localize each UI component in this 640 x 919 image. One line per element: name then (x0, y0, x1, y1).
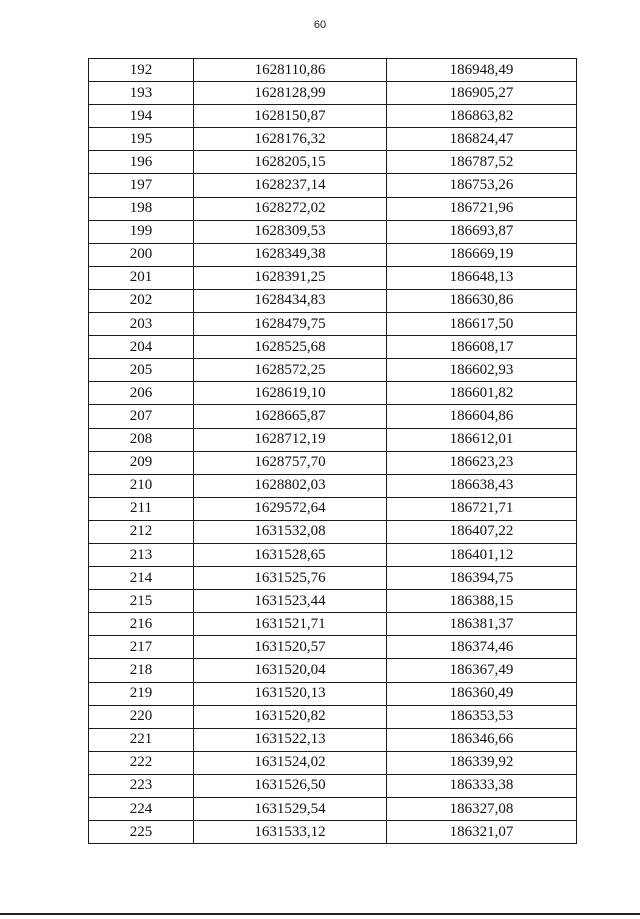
y-coordinate-cell: 186824,47 (387, 128, 577, 151)
table-row (89, 336, 577, 359)
point-number-cell: 221 (89, 728, 194, 751)
point-number-cell: 207 (89, 405, 194, 428)
y-coordinate-cell: 186648,13 (387, 266, 577, 289)
y-coordinate-cell: 186394,75 (387, 567, 577, 590)
point-number-cell: 222 (89, 751, 194, 774)
point-number-cell: 195 (89, 128, 194, 151)
table-row (89, 659, 577, 682)
table-row (89, 151, 577, 174)
table-row (89, 266, 577, 289)
y-coordinate-cell: 186407,22 (387, 520, 577, 543)
table-row (89, 590, 577, 613)
page-number: 60 (313, 19, 327, 31)
point-number-cell: 214 (89, 567, 194, 590)
table-row (89, 705, 577, 728)
point-number-cell: 198 (89, 197, 194, 220)
x-coordinate-cell: 1628619,10 (194, 382, 387, 405)
y-coordinate-cell: 186367,49 (387, 659, 577, 682)
x-coordinate-cell: 1628665,87 (194, 405, 387, 428)
point-number-cell: 193 (89, 82, 194, 105)
table-row (89, 798, 577, 821)
x-coordinate-cell: 1631520,57 (194, 636, 387, 659)
y-coordinate-cell: 186604,86 (387, 405, 577, 428)
x-coordinate-cell: 1628176,32 (194, 128, 387, 151)
y-coordinate-cell: 186381,37 (387, 613, 577, 636)
y-coordinate-cell: 186948,49 (387, 59, 577, 82)
table-row (89, 313, 577, 336)
bottom-edge-line (0, 913, 640, 915)
point-number-cell: 199 (89, 220, 194, 243)
x-coordinate-cell: 1628272,02 (194, 197, 387, 220)
point-number-cell: 218 (89, 659, 194, 682)
point-number-cell: 202 (89, 289, 194, 312)
y-coordinate-cell: 186753,26 (387, 174, 577, 197)
point-number-cell: 200 (89, 243, 194, 266)
x-coordinate-cell: 1628434,83 (194, 289, 387, 312)
table-row (89, 636, 577, 659)
point-number-cell: 201 (89, 266, 194, 289)
point-number-cell: 213 (89, 543, 194, 566)
x-coordinate-cell: 1631520,13 (194, 682, 387, 705)
table-row (89, 220, 577, 243)
point-number-cell: 205 (89, 359, 194, 382)
table-row (89, 543, 577, 566)
table-row (89, 82, 577, 105)
x-coordinate-cell: 1631529,54 (194, 798, 387, 821)
x-coordinate-cell: 1631525,76 (194, 567, 387, 590)
table-row (89, 497, 577, 520)
x-coordinate-cell: 1628349,38 (194, 243, 387, 266)
point-number-cell: 223 (89, 774, 194, 797)
point-number-cell: 224 (89, 798, 194, 821)
y-coordinate-cell: 186863,82 (387, 105, 577, 128)
table-row (89, 821, 577, 844)
point-number-cell: 220 (89, 705, 194, 728)
x-coordinate-cell: 1631528,65 (194, 543, 387, 566)
x-coordinate-cell: 1631532,08 (194, 520, 387, 543)
point-number-cell: 203 (89, 313, 194, 336)
point-number-cell: 208 (89, 428, 194, 451)
x-coordinate-cell: 1628128,99 (194, 82, 387, 105)
table-row (89, 405, 577, 428)
coordinates-table-body (89, 59, 577, 844)
y-coordinate-cell: 186346,66 (387, 728, 577, 751)
x-coordinate-cell: 1628802,03 (194, 474, 387, 497)
y-coordinate-cell: 186669,19 (387, 243, 577, 266)
table-row (89, 197, 577, 220)
y-coordinate-cell: 186401,12 (387, 543, 577, 566)
x-coordinate-cell: 1628525,68 (194, 336, 387, 359)
x-coordinate-cell: 1631533,12 (194, 821, 387, 844)
y-coordinate-cell: 186905,27 (387, 82, 577, 105)
table-row (89, 105, 577, 128)
point-number-cell: 217 (89, 636, 194, 659)
point-number-cell: 197 (89, 174, 194, 197)
point-number-cell: 196 (89, 151, 194, 174)
x-coordinate-cell: 1631524,02 (194, 751, 387, 774)
x-coordinate-cell: 1631520,04 (194, 659, 387, 682)
y-coordinate-cell: 186638,43 (387, 474, 577, 497)
x-coordinate-cell: 1628309,53 (194, 220, 387, 243)
x-coordinate-cell: 1631522,13 (194, 728, 387, 751)
table-row (89, 751, 577, 774)
table-row (89, 59, 577, 82)
x-coordinate-cell: 1631520,82 (194, 705, 387, 728)
table-row (89, 428, 577, 451)
point-number-cell: 192 (89, 59, 194, 82)
y-coordinate-cell: 186339,92 (387, 751, 577, 774)
x-coordinate-cell: 1631526,50 (194, 774, 387, 797)
table-row (89, 451, 577, 474)
y-coordinate-cell: 186602,93 (387, 359, 577, 382)
point-number-cell: 210 (89, 474, 194, 497)
y-coordinate-cell: 186721,96 (387, 197, 577, 220)
point-number-cell: 219 (89, 682, 194, 705)
table-row (89, 682, 577, 705)
y-coordinate-cell: 186374,46 (387, 636, 577, 659)
y-coordinate-cell: 186608,17 (387, 336, 577, 359)
table-row (89, 567, 577, 590)
x-coordinate-cell: 1628391,25 (194, 266, 387, 289)
x-coordinate-cell: 1628572,25 (194, 359, 387, 382)
x-coordinate-cell: 1628150,87 (194, 105, 387, 128)
x-coordinate-cell: 1631523,44 (194, 590, 387, 613)
point-number-cell: 211 (89, 497, 194, 520)
table-row (89, 613, 577, 636)
y-coordinate-cell: 186327,08 (387, 798, 577, 821)
x-coordinate-cell: 1629572,64 (194, 497, 387, 520)
y-coordinate-cell: 186617,50 (387, 313, 577, 336)
x-coordinate-cell: 1628205,15 (194, 151, 387, 174)
x-coordinate-cell: 1628757,70 (194, 451, 387, 474)
table-row (89, 174, 577, 197)
point-number-cell: 204 (89, 336, 194, 359)
coordinates-table (88, 58, 577, 844)
point-number-cell: 225 (89, 821, 194, 844)
point-number-cell: 216 (89, 613, 194, 636)
y-coordinate-cell: 186693,87 (387, 220, 577, 243)
y-coordinate-cell: 186388,15 (387, 590, 577, 613)
y-coordinate-cell: 186333,38 (387, 774, 577, 797)
y-coordinate-cell: 186601,82 (387, 382, 577, 405)
table-row (89, 382, 577, 405)
table-row (89, 289, 577, 312)
x-coordinate-cell: 1628110,86 (194, 59, 387, 82)
y-coordinate-cell: 186787,52 (387, 151, 577, 174)
y-coordinate-cell: 186630,86 (387, 289, 577, 312)
y-coordinate-cell: 186360,49 (387, 682, 577, 705)
y-coordinate-cell: 186321,07 (387, 821, 577, 844)
point-number-cell: 212 (89, 520, 194, 543)
table-row (89, 774, 577, 797)
x-coordinate-cell: 1628479,75 (194, 313, 387, 336)
x-coordinate-cell: 1631521,71 (194, 613, 387, 636)
x-coordinate-cell: 1628712,19 (194, 428, 387, 451)
table-row (89, 359, 577, 382)
table-row (89, 128, 577, 151)
y-coordinate-cell: 186623,23 (387, 451, 577, 474)
point-number-cell: 206 (89, 382, 194, 405)
y-coordinate-cell: 186353,53 (387, 705, 577, 728)
x-coordinate-cell: 1628237,14 (194, 174, 387, 197)
table-row (89, 520, 577, 543)
point-number-cell: 215 (89, 590, 194, 613)
point-number-cell: 209 (89, 451, 194, 474)
point-number-cell: 194 (89, 105, 194, 128)
table-row (89, 728, 577, 751)
y-coordinate-cell: 186612,01 (387, 428, 577, 451)
y-coordinate-cell: 186721,71 (387, 497, 577, 520)
table-row (89, 243, 577, 266)
table-row (89, 474, 577, 497)
